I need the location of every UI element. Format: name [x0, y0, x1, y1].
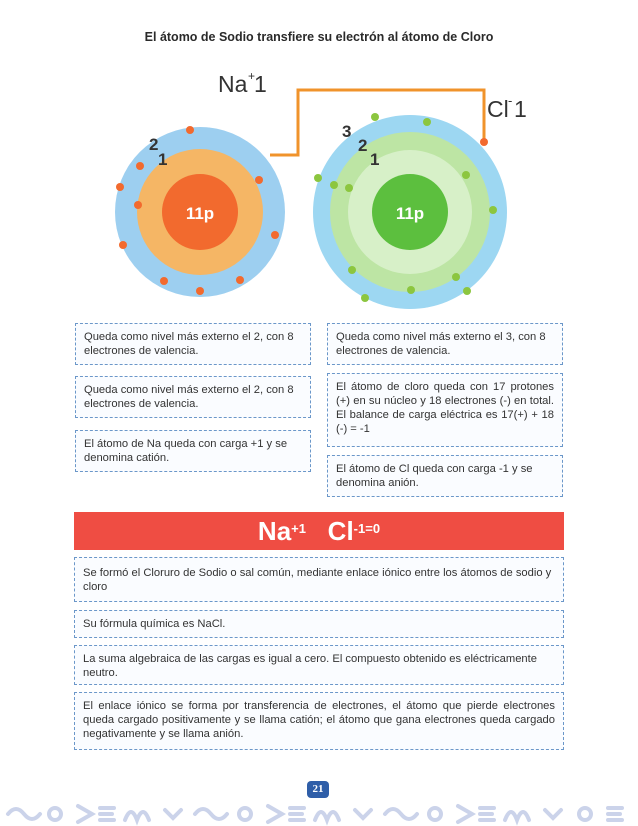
electron	[134, 201, 142, 209]
electron	[452, 273, 460, 281]
chlorine-atom	[313, 113, 507, 309]
electron	[330, 181, 338, 189]
na-nucleus-label: 11p	[185, 204, 215, 223]
electron	[255, 176, 263, 184]
electron	[361, 294, 369, 302]
electron	[136, 162, 144, 170]
na-symbol: Na	[218, 71, 248, 97]
electron	[462, 171, 470, 179]
electron	[489, 206, 497, 214]
electron	[371, 113, 379, 121]
summary-box-1: Se formó el Cloruro de Sodio o sal común, mediante enlace iónico entre los átomos de sodio y cloro	[74, 557, 564, 602]
electron	[407, 286, 415, 294]
electron	[119, 241, 127, 249]
na-info-box-3: El átomo de Na queda con carga +1 y se denomina catión.	[75, 430, 311, 472]
electron	[423, 118, 431, 126]
na-info-box-1: Queda como nivel más externo el 2, con 8 electrones de valencia.	[75, 323, 311, 365]
cl-charge-sign: -	[508, 93, 513, 108]
na-shell-2-label: 2	[149, 135, 159, 154]
footer-ornament	[0, 800, 638, 826]
banner-na: Na	[257, 516, 292, 546]
cl-info-box-3: El átomo de Cl queda con carga -1 y se denomina anión.	[327, 455, 563, 497]
electron	[314, 174, 322, 182]
electron	[236, 276, 244, 284]
cl-symbol: Cl	[487, 96, 509, 122]
summary-box-2: Su fórmula química es NaCl.	[74, 610, 564, 638]
summary-box-3: La suma algebraica de las cargas es igual a cero. El compuesto obtenido es eléctricamente neutro.	[74, 645, 564, 685]
electron	[186, 126, 194, 134]
cl-info-box-1: Queda como nivel más externo el 3, con 8 electrones de valencia.	[327, 323, 563, 365]
summary-box-4: El enlace iónico se forma por transferencia de electrones, el átomo que pierde electrones queda cargado positivamente y se llama catión; el átomo que gana electrones queda cargado negativamente y se llama anión.	[74, 692, 564, 750]
na-info-box-2: Queda como nivel más externo el 2, con 8 electrones de valencia.	[75, 376, 311, 418]
na-ion-label	[218, 69, 267, 97]
electron	[348, 266, 356, 274]
banner-cl: Cl	[327, 516, 354, 546]
cl-shell-3-label: 3	[342, 122, 352, 141]
transferred-electron	[480, 138, 488, 146]
banner-cl-charge: -1=0	[353, 521, 381, 536]
cl-info-box-2: El átomo de cloro queda con 17 protones (+) en su núcleo y 18 electrones (-) en total. El balance de carga eléctrica es 17(+) + 18 (-) = -1	[327, 373, 563, 447]
electron	[345, 184, 353, 192]
electron	[160, 277, 168, 285]
cl-ion-label	[487, 93, 527, 122]
na-shell-1-label: 1	[158, 150, 168, 169]
formula-banner	[74, 512, 564, 550]
banner-na-charge: +1	[291, 521, 306, 536]
na-charge-value: 1	[254, 71, 267, 97]
cl-nucleus-label: 11p	[395, 204, 425, 223]
page-title: El átomo de Sodio transfiere su electrón al átomo de Cloro	[144, 30, 494, 44]
electron	[463, 287, 471, 295]
cl-charge-value: 1	[514, 96, 527, 122]
cl-shell-2-label: 2	[358, 136, 368, 155]
cl-shell-1-label: 1	[370, 150, 380, 169]
electron	[196, 287, 204, 295]
sodium-atom	[115, 126, 285, 297]
page-number: 21	[307, 781, 329, 798]
na-charge-sign: +	[248, 69, 256, 83]
electron	[271, 231, 279, 239]
electron	[116, 183, 124, 191]
atom-diagram	[0, 0, 638, 320]
